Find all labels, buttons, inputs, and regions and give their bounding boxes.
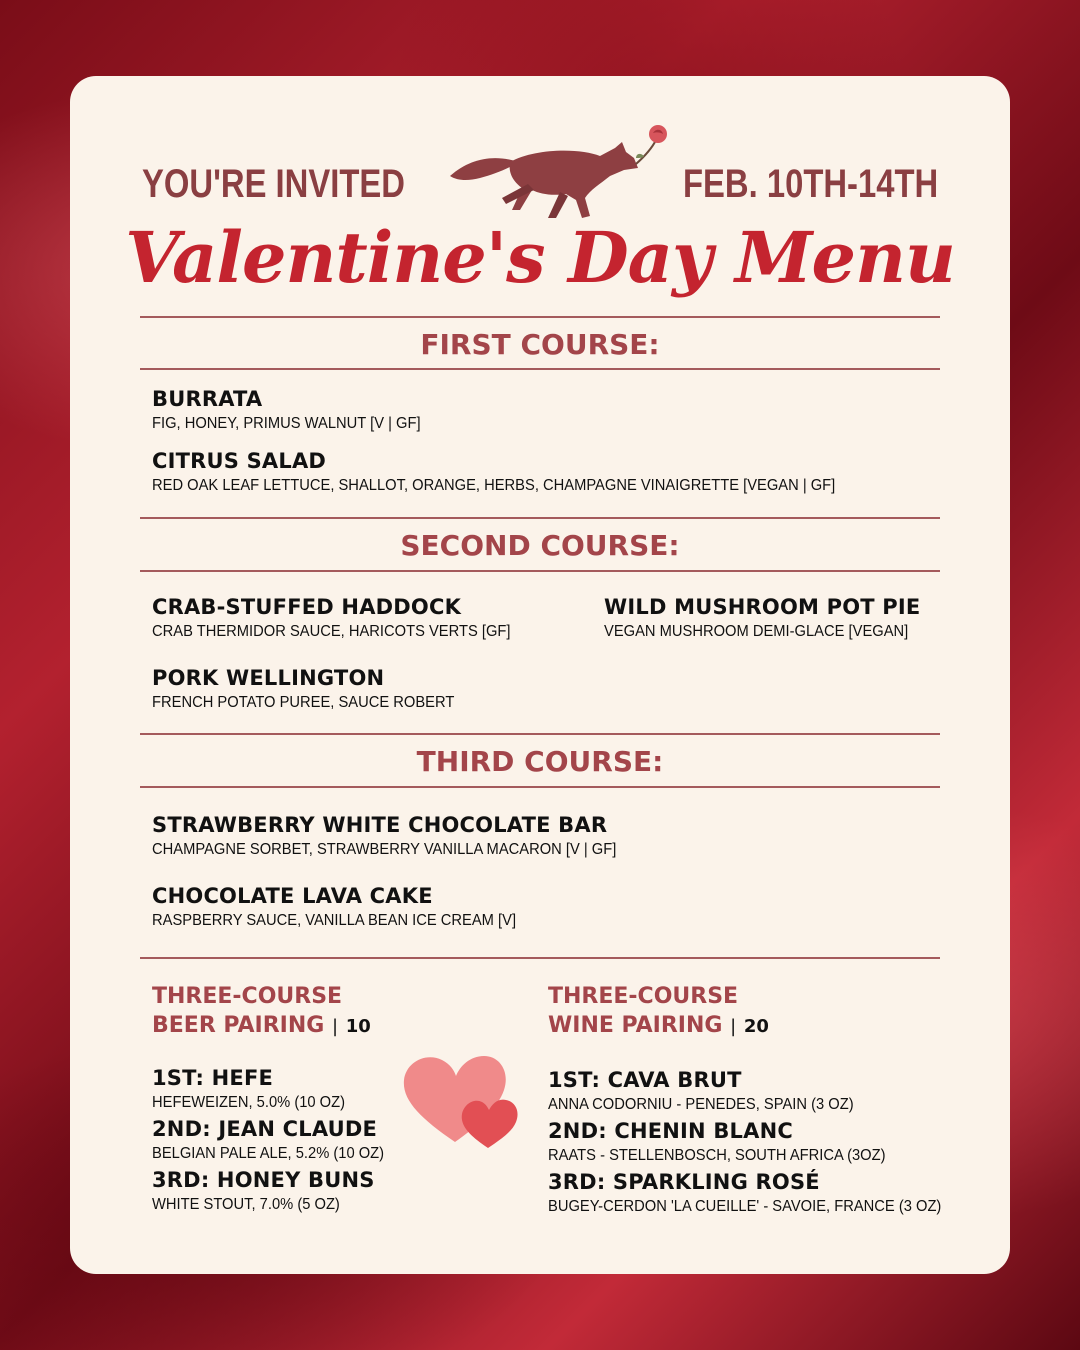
divider (140, 570, 940, 572)
divider (140, 786, 940, 788)
divider (140, 316, 940, 318)
pairing-separator: | (730, 1016, 737, 1037)
pairing-line-1: THREE-COURSE (152, 984, 343, 1009)
menu-item (152, 813, 657, 859)
item-description: ANNA CODORNIU - PENEDES, SPAIN (3 OZ) (548, 1096, 854, 1113)
item-name: 2ND: JEAN CLAUDE (152, 1117, 378, 1141)
item-name: 3RD: HONEY BUNS (152, 1168, 375, 1192)
pairing-item (152, 1066, 362, 1112)
item-description: FIG, HONEY, PRIMUS WALNUT [V | GF] (152, 415, 421, 432)
item-name: 3RD: SPARKLING ROSÉ (548, 1170, 820, 1194)
item-name: PORK WELLINGTON (152, 666, 385, 690)
pairing-separator: | (332, 1016, 339, 1037)
item-description: WHITE STOUT, 7.0% (5 OZ) (152, 1196, 340, 1213)
first-course-heading: FIRST COURSE: (420, 328, 660, 361)
menu-item (152, 387, 444, 433)
item-name: CITRUS SALAD (152, 449, 327, 473)
pairing-line-2 (152, 1011, 371, 1041)
beer-pairing-heading (152, 982, 371, 1041)
menu-card (70, 76, 1010, 1274)
hearts-icon (400, 1050, 530, 1150)
invite-label: YOU'RE INVITED (142, 162, 405, 206)
item-description: CHAMPAGNE SORBET, STRAWBERRY VANILLA MACARON [V | GF] (152, 841, 617, 858)
pairing-item (548, 1068, 880, 1114)
pairing-item (548, 1170, 976, 1216)
item-name: WILD MUSHROOM POT PIE (604, 595, 921, 619)
item-name: 2ND: CHENIN BLANC (548, 1119, 793, 1143)
item-name: CRAB-STUFFED HADDOCK (152, 595, 462, 619)
fox-with-rose-icon (440, 118, 670, 230)
pairing-line-2 (548, 1011, 769, 1041)
menu-item (152, 449, 895, 495)
item-name: 1ST: HEFE (152, 1066, 274, 1090)
menu-item (604, 595, 935, 641)
item-name: CHOCOLATE LAVA CAKE (152, 884, 433, 908)
pairing-item (548, 1119, 915, 1165)
wine-pairing-heading (548, 982, 769, 1041)
item-description: RAATS - STELLENBOSCH, SOUTH AFRICA (3OZ) (548, 1147, 886, 1164)
divider (140, 517, 940, 519)
pairing-item (152, 1168, 375, 1214)
pairing-price: 20 (743, 1016, 769, 1037)
page-title: Valentine's Day Menu (125, 216, 955, 299)
divider (140, 957, 940, 959)
menu-item (152, 666, 481, 712)
item-description: HEFEWEIZEN, 5.0% (10 OZ) (152, 1094, 346, 1111)
item-description: VEGAN MUSHROOM DEMI-GLACE [VEGAN] (604, 623, 909, 640)
item-description: BELGIAN PALE ALE, 5.2% (10 OZ) (152, 1145, 385, 1162)
pairing-name: WINE PAIRING (548, 1013, 723, 1038)
pairing-item (152, 1117, 404, 1163)
item-name: STRAWBERRY WHITE CHOCOLATE BAR (152, 813, 608, 837)
pairing-price: 10 (345, 1016, 371, 1037)
divider (140, 368, 940, 370)
item-description: CRAB THERMIDOR SAUCE, HARICOTS VERTS [GF] (152, 623, 511, 640)
menu-item (152, 884, 548, 930)
date-label: FEB. 10TH-14TH (682, 162, 938, 206)
menu-item (152, 595, 542, 641)
item-name: 1ST: CAVA BRUT (548, 1068, 742, 1092)
item-description: RED OAK LEAF LETTUCE, SHALLOT, ORANGE, HERBS, CHAMPAGNE VINAIGRETTE [VEGAN | GF] (152, 477, 836, 494)
item-name: BURRATA (152, 387, 263, 411)
divider (140, 733, 940, 735)
item-description: FRENCH POTATO PUREE, SAUCE ROBERT (152, 694, 455, 711)
item-description: RASPBERRY SAUCE, VANILLA BEAN ICE CREAM [V] (152, 912, 517, 929)
pairing-line-1: THREE-COURSE (548, 984, 739, 1009)
pairing-name: BEER PAIRING (152, 1013, 325, 1038)
item-description: BUGEY-CERDON 'LA CUEILLE' - SAVOIE, FRANCE (3 OZ) (548, 1198, 942, 1215)
second-course-heading: SECOND COURSE: (400, 529, 680, 562)
third-course-heading: THIRD COURSE: (416, 745, 664, 778)
